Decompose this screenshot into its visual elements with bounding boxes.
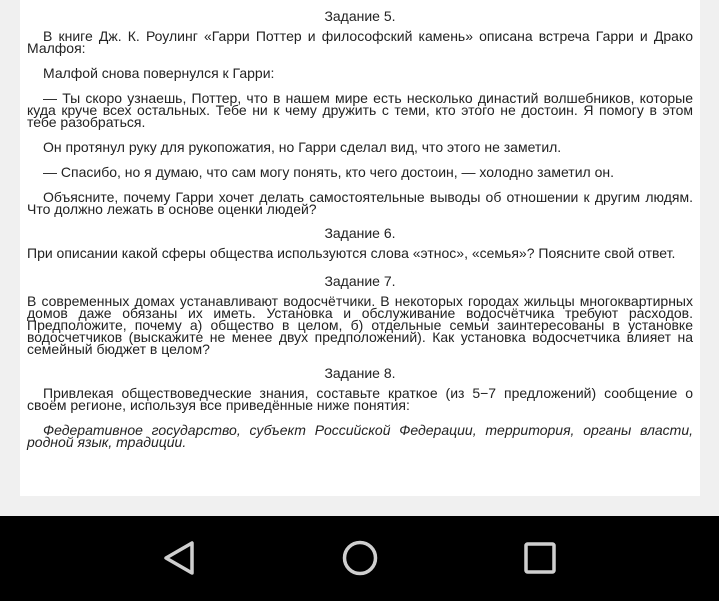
task-8-paragraph-1: Привлекая обществоведческие знания, составьте краткое (из 5−7 предложений) сообщение о своём регионе, используя все приведённые ниже понятия: <box>27 385 693 413</box>
home-button[interactable] <box>340 538 380 578</box>
task-5-paragraph-4: Он протянул руку для рукопожатия, но Гарри сделал вид, что этого не заметил. <box>43 139 562 155</box>
task-8-paragraph-2: Федеративное государство, субъект Российской Федерации, территория, органы власти, родной язык, традиции. <box>27 422 693 450</box>
task-5-paragraph-1: В книге Дж. К. Роулинг «Гарри Поттер и философский камень» описана встреча Гарри и Драко Малфоя: <box>27 28 693 56</box>
task-6-title: Задание 6. <box>324 225 396 241</box>
task-5-paragraph-3: — Ты скоро узнаешь, Поттер, что в нашем мире есть несколько династий волшебников, которые куда круче всех остальных. Тебе ни к чему дружить с теми, кто этого не достоин. Я помогу в этом тебе разобраться. <box>27 90 693 130</box>
square-recent-icon <box>520 538 560 578</box>
back-button[interactable] <box>160 538 200 578</box>
task-5-paragraph-2: Малфой снова повернулся к Гарри: <box>43 65 275 81</box>
android-navigation-bar <box>0 516 719 601</box>
task-5-paragraph-6: Объясните, почему Гарри хочет делать самостоятельные выводы об отношении к другим людям. Что должно лежать в основе оценки людей? <box>27 189 693 217</box>
task-8-title: Задание 8. <box>324 365 396 381</box>
task-6-paragraph-1: При описании какой сферы общества используются слова «этнос», «семья»? Поясните свой ответ. <box>27 245 676 261</box>
task-7-title: Задание 7. <box>324 273 396 289</box>
triangle-back-icon <box>160 538 200 578</box>
recent-apps-button[interactable] <box>520 538 560 578</box>
task-5-title: Задание 5. <box>324 8 396 24</box>
task-7-paragraph-1: В современных домах устанавливают водосчётчики. В некоторых городах жильцы многоквартирных домов даже обязаны их иметь. Установка и обслуживание водосчётчика требуют расходов. Предположите, почему а) общество в целом, б) отдельные семьи заинтересованы в установке водосчетчиков (выскажите не менее двух предположений). Как установка водосчетчика влияет на семейный бюджет в целом? <box>27 293 693 357</box>
document-page <box>20 0 700 496</box>
task-5-paragraph-5: — Спасибо, но я думаю, что сам могу понять, кто чего достоин, — холодно заметил он. <box>43 164 614 180</box>
circle-home-icon <box>340 538 380 578</box>
